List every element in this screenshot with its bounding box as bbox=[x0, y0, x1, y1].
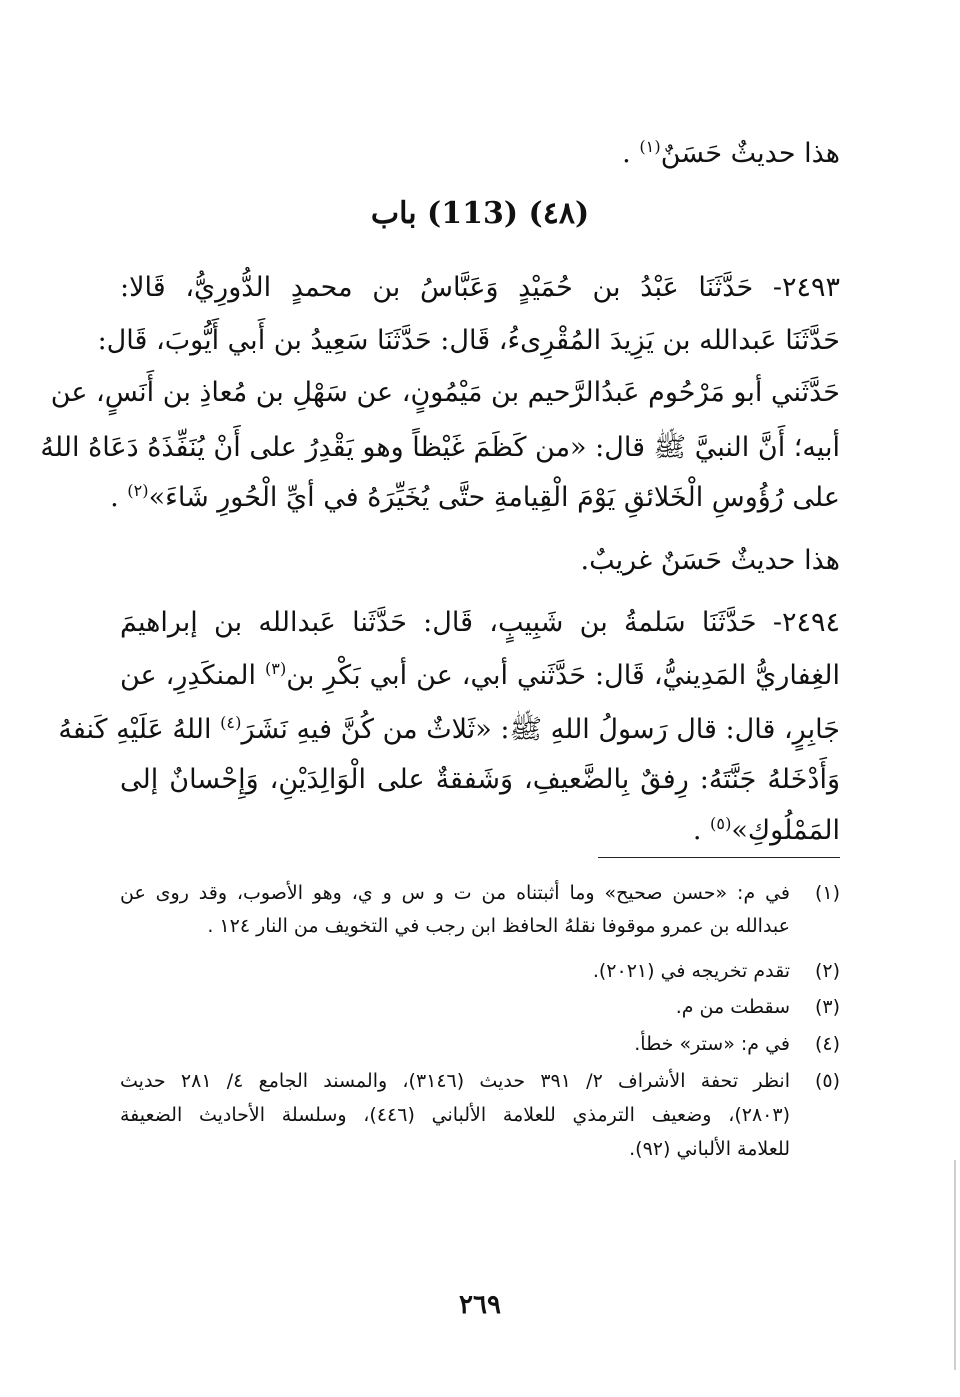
hadith-2494-last-text: المَمْلُوكِ» bbox=[731, 815, 840, 846]
footnote-text: للعلامة الألباني (٩٢). bbox=[629, 1138, 790, 1160]
scan-edge bbox=[954, 1160, 956, 1370]
footnote-text: عبدالله بن عمرو موقوفا نقلهُ الحافظ ابن رجب في التخويف من النار ١٢٤ . bbox=[207, 915, 790, 937]
hadith-2494-l2-end: المنكَدِرِ، عن bbox=[120, 660, 265, 691]
hadith-2494-end: . bbox=[692, 815, 711, 846]
hadith-2494-l2-text: الغِفاريُّ المَدِينيُّ، قَال: حَدَّثَني أبي، عن أبي بَكْرِ بن bbox=[286, 660, 840, 691]
footnote-ref-2: (٢) bbox=[127, 481, 149, 500]
grade-line-1 bbox=[120, 138, 840, 169]
hadith-2494-line-4: وَأَدْخَلهُ جَنَّتَهُ: رِفقٌ بِالضَّعيفِ، وَشَفقةٌ على الْوَالِدَيْنِ، وَإِحْسانٌ إلى bbox=[120, 764, 840, 795]
footnote-text: تقدم تخريجه في (٢٠٢١). bbox=[592, 960, 790, 982]
hadith-2493-line-3: حَدَّثَني أبو مَرْحُوم عَبدُالرَّحيم بن مَيْمُونٍ، عن سَهْلِ بن مُعاذِ بن أَنَسٍ، عن bbox=[50, 377, 840, 408]
hadith-2494-line-3 bbox=[58, 712, 840, 752]
page-number: ٢٦٩ bbox=[459, 1290, 501, 1320]
footnote-number: (٢) bbox=[814, 960, 840, 982]
footnote-text: انظر تحفة الأشراف ٢/ ٣٩١ حديث (٣١٤٦)، والمسند الجامع ٤/ ٢٨١ حديث bbox=[120, 1070, 790, 1092]
footnote-number: (٣) bbox=[814, 996, 840, 1018]
hadith-2493-line-5 bbox=[110, 481, 840, 513]
footnote-ref-3: (٣) bbox=[264, 659, 287, 678]
grade-text: هذا حديثٌ حَسَنٌ bbox=[660, 138, 840, 169]
footnote-number: (١) bbox=[814, 882, 840, 904]
hadith-2494-line-1: ٢٤٩٤- حَدَّثَنَا سَلمةُ بن شَبِيبٍ، قَال: حَدَّثَنا عَبدالله بن إبراهيمَ bbox=[120, 607, 840, 638]
footnote-ref-5: (٥) bbox=[710, 814, 732, 833]
footnote-separator bbox=[598, 857, 840, 858]
grade-end: . bbox=[622, 138, 640, 169]
footnote-ref-4: (٤) bbox=[220, 713, 242, 732]
footnote-text: سقطت من م. bbox=[675, 996, 790, 1018]
hadith-2494-l3-text: جَابِرٍ، قال: قال رَسولُ اللهِ ﷺ: «ثَلاثٌ من كُنَّ فيهِ نَشَرَ bbox=[241, 714, 840, 745]
hadith-2493-end: . bbox=[110, 482, 128, 513]
hadith-2494-l3-end: اللهُ عَلَيْهِ كَنفهُ bbox=[58, 714, 221, 745]
grade-line-2: هذا حديثٌ حَسَنٌ غريبٌ. bbox=[580, 545, 840, 576]
footnote-number: (٥) bbox=[814, 1070, 840, 1092]
footnote-text: (٢٨٠٣)، وضعيف الترمذي للعلامة الألباني (٤٤٦)، وسلسلة الأحاديث الضعيفة bbox=[120, 1104, 790, 1126]
hadith-2493-line-1: ٢٤٩٣- حَدَّثَنَا عَبْدُ بن حُمَيْدٍ وَعَبَّاسُ بن محمدٍ الدُّورِيُّ، قَالا: bbox=[120, 272, 840, 303]
footnote-text: في م: «حسن صحيح» وما أثبتناه من ت و س و ي، وهو الأصوب، وقد روى عن bbox=[120, 882, 790, 904]
hadith-2493-line-4: أبيه؛ أَنَّ النبيَّ ﷺ قال: «من كَظَمَ غَيْظاً وهو يَقْدِرُ على أَنْ يُنَفِّذَهُ دَعَاهُ اللهُ bbox=[40, 432, 840, 463]
footnote-number: (٤) bbox=[814, 1033, 840, 1055]
footnote-ref-1: (١) bbox=[639, 137, 661, 156]
hadith-2494-line-5 bbox=[120, 815, 840, 846]
footnote-text: في م: «ستر» خطأ. bbox=[634, 1033, 790, 1055]
chapter-heading: (٤٨) (113) باب bbox=[370, 196, 590, 231]
hadith-2494-line-2 bbox=[120, 660, 840, 691]
hadith-2493-last-text: على رُؤُوسِ الْخَلائقِ يَوْمَ الْقِيامةِ حتَّى يُخَيِّرَهُ في أيِّ الْحُورِ شَاءَ» bbox=[148, 482, 840, 513]
hadith-2493-line-2: حَدَّثَنَا عَبدالله بن يَزِيدَ المُقْرِىءُ، قَال: حَدَّثَنَا سَعِيدُ بن أَبي أَيُّوبَ، قَال: bbox=[97, 325, 840, 356]
